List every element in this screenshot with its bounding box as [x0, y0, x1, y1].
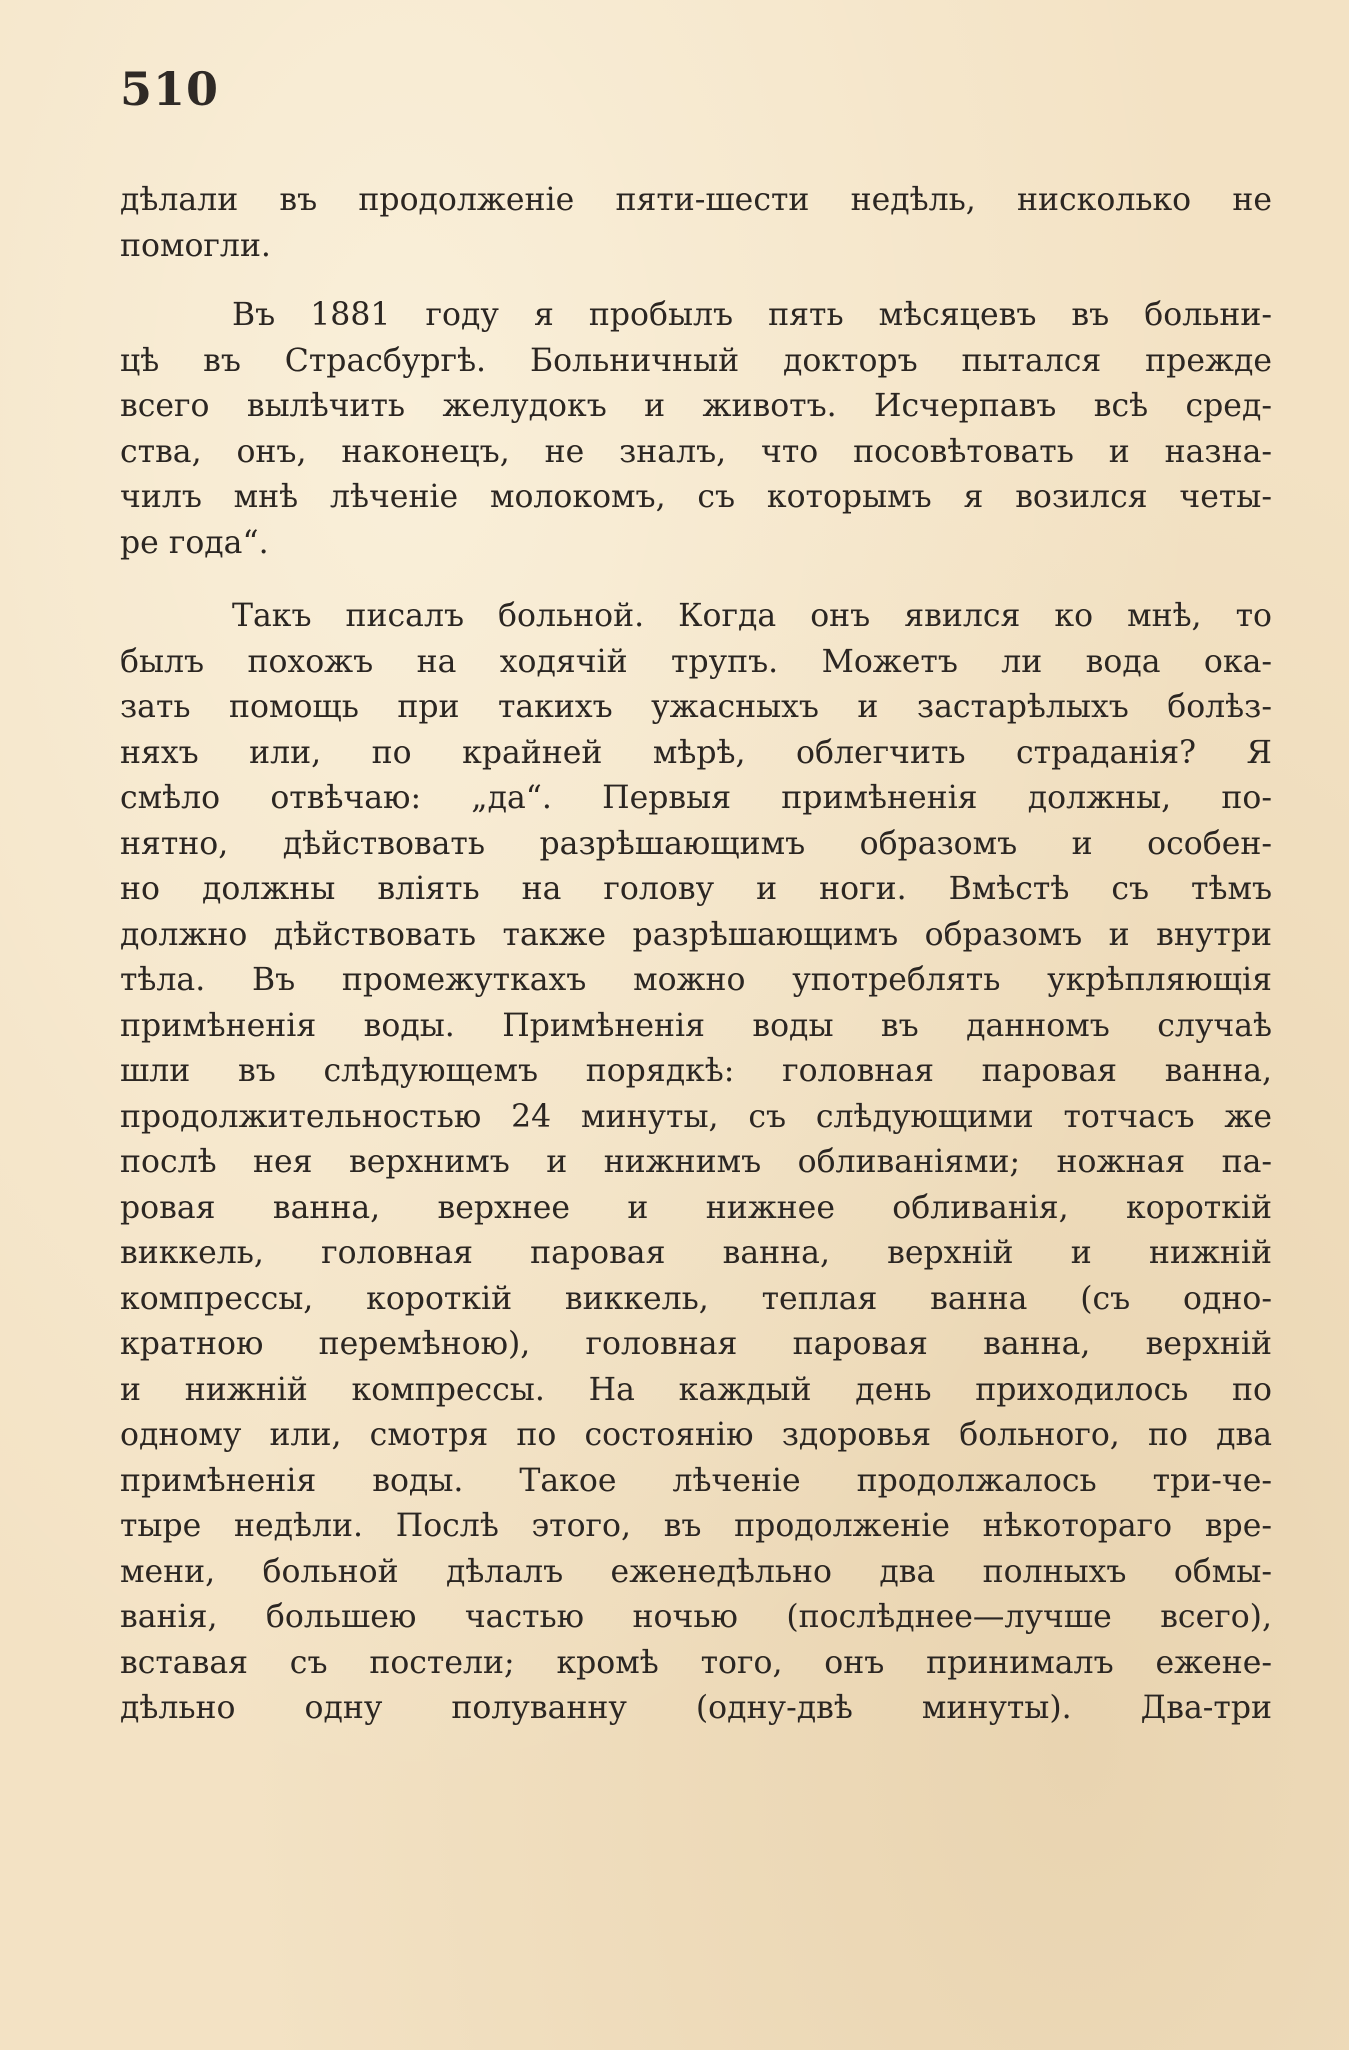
body-text — [120, 178, 1272, 1732]
text-line: чилъ мнѣ лѣченіе молокомъ, съ которымъ я возился четы- — [120, 479, 1272, 515]
text-line: продолжительностью 24 минуты, съ слѣдующими тотчасъ же — [120, 1098, 1272, 1135]
text-line: и нижній компрессы. На каждый день приходилось по — [120, 1371, 1272, 1408]
text-line: кратною перемѣною), головная паровая ванна, верхній — [120, 1326, 1272, 1362]
text-line: ства, онъ, наконецъ, не зналъ, что посовѣтовать и назна- — [120, 433, 1272, 470]
text-line: примѣненія воды. Такое лѣченіе продолжалось три-че- — [120, 1462, 1272, 1499]
text-line: смѣло отвѣчаю: „да“. Первыя примѣненія должны, по- — [120, 780, 1272, 816]
text-line: Такъ писалъ больной. Когда онъ явился ко мнѣ, то — [232, 598, 1272, 634]
text-line: былъ похожъ на ходячій трупъ. Можетъ ли вода ока- — [120, 643, 1272, 680]
text-line: примѣненія воды. Примѣненія воды въ данномъ случаѣ — [120, 1007, 1272, 1044]
text-line: послѣ нея верхнимъ и нижнимъ обливаніями; ножная па- — [120, 1144, 1272, 1180]
text-line: цѣ въ Страсбургѣ. Больничный докторъ пытался прежде — [120, 342, 1272, 379]
page-number: 510 — [120, 62, 220, 116]
text-line: тѣла. Въ промежуткахъ можно употреблять укрѣпляющія — [120, 962, 1272, 998]
text-line: тыре недѣли. Послѣ этого, въ продолженіе нѣкотораго вре- — [120, 1508, 1272, 1544]
text-line: вставая съ постели; кромѣ того, онъ принималъ ежене- — [120, 1644, 1272, 1681]
text-line: шли въ слѣдующемъ порядкѣ: головная паровая ванна, — [120, 1053, 1272, 1089]
text-line: нятно, дѣйствовать разрѣшающимъ образомъ и особен- — [120, 825, 1272, 862]
text-line: ровая ванна, верхнее и нижнее обливанія, короткій — [120, 1189, 1272, 1226]
text-line: помогли. — [120, 227, 271, 264]
text-line: няхъ или, по крайней мѣрѣ, облегчить страданія? Я — [120, 734, 1272, 771]
text-line: ванія, большею частью ночью (послѣднее—лучше всего), — [120, 1599, 1272, 1635]
text-line: зать помощь при такихъ ужасныхъ и застарѣлыхъ болѣз- — [120, 689, 1272, 725]
text-line: виккель, головная паровая ванна, верхній и нижній — [120, 1235, 1272, 1271]
text-line: дѣлали въ продолженіе пяти-шести недѣль, нисколько не — [120, 182, 1272, 218]
text-line: ре года“. — [120, 524, 269, 561]
text-line: но должны вліять на голову и ноги. Вмѣстѣ съ тѣмъ — [120, 871, 1272, 907]
text-line: Въ 1881 году я пробылъ пять мѣсяцевъ въ больни- — [232, 297, 1272, 333]
text-line: компрессы, короткій виккель, теплая ванна (съ одно- — [120, 1280, 1272, 1317]
text-line: должно дѣйствовать также разрѣшающимъ образомъ и внутри — [120, 916, 1272, 953]
text-line: всего вылѣчить желудокъ и животъ. Исчерпавъ всѣ сред- — [120, 388, 1272, 424]
text-line: одному или, смотря по состоянію здоровья больного, по два — [120, 1417, 1272, 1453]
paragraph-2 — [120, 293, 1272, 566]
paragraph-1 — [120, 178, 1272, 269]
text-line: мени, больной дѣлалъ еженедѣльно два полныхъ обмы- — [120, 1553, 1272, 1590]
text-line: дѣльно одну полуванну (одну-двѣ минуты). Два-три — [120, 1690, 1272, 1726]
paragraph-3 — [120, 594, 1272, 1732]
